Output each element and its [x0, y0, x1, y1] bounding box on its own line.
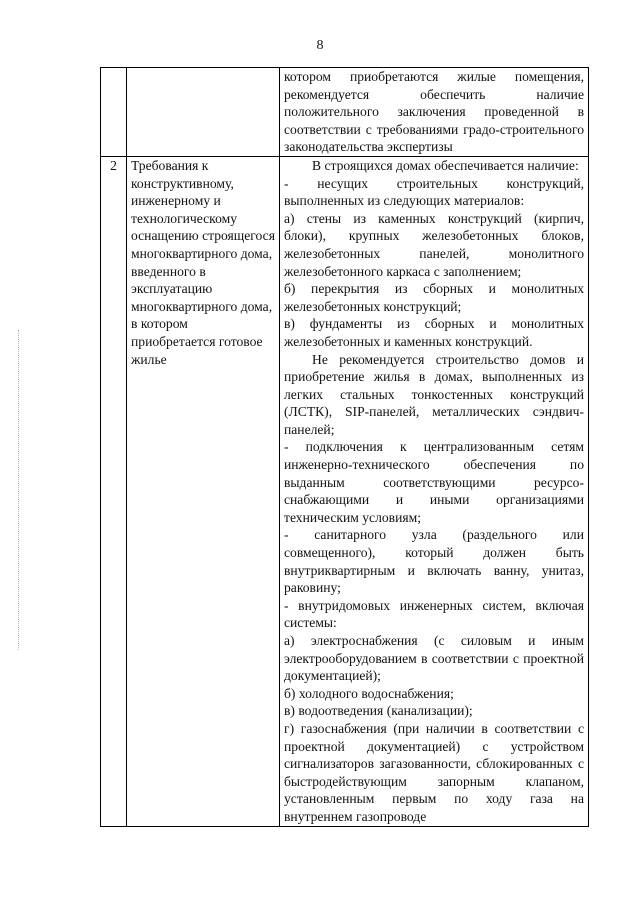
description-cell: [280, 156, 589, 826]
row-number-cell: 2: [101, 156, 127, 826]
paragraph: котором приобретаются жилые помещения, рекомендуется обеспечить наличие положительного заключения проведенной в соответствии с требованиями градо-строительного законодательства экспертизы: [284, 69, 584, 155]
paragraph: а) стены из каменных конструкций (кирпич, блоки), крупных железобетонных блоков, железобетонных панелей, монолитного железобетонного каркаса с заполнением;: [284, 210, 584, 279]
paragraph: Не рекомендуется строительство домов и приобретение жилья в домах, выполненных из легких стальных тонкостенных конструкций (ЛСТК), SIP-панелей, металлических сэндвич-панелей;: [284, 351, 584, 437]
paragraph: б) холодного водоснабжения;: [284, 685, 454, 701]
requirement-cell: [127, 68, 280, 157]
paragraph: б) перекрытия из сборных и монолитных железобетонных конструкций;: [284, 281, 584, 314]
requirement-cell: Требования к конструктивному, инженерному и технологическому оснащению строящегося многоквартирного дома, введенного в эксплуатацию многоквартирного дома, в котором приобретается готовое жилье: [127, 156, 280, 826]
paragraph: - несущих строительных конструкций, выполненных из следующих материалов:: [284, 175, 584, 209]
paragraph: г) газоснабжения (при наличии в соответствии с проектной документацией) с устройством сигнализаторов загазованности, сблокированных с быстродействующим запорным клапаном, установленным первым по ходу газа на внутреннем газопроводе: [284, 720, 584, 824]
paragraph: - внутридомовых инженерных систем, включая системы:: [284, 597, 584, 631]
margin-dotted-line: [18, 330, 19, 650]
paragraph: - санитарного узла (раздельного или совмещенного), который должен быть внутриквартирным и включать ванну, унитаз, раковину;: [284, 527, 584, 596]
description-cell: [280, 68, 589, 157]
paragraph: а) электроснабжения (с силовым и иным электрооборудованием в соответствии с проектной документацией);: [284, 633, 584, 684]
page-number: 8: [316, 38, 324, 53]
paragraph: в) фундаменты из сборных и монолитных железобетонных и каменных конструкций.: [284, 316, 584, 349]
requirements-table: [100, 67, 589, 827]
table-row: [101, 68, 589, 157]
paragraph: в) водоотведения (канализации);: [284, 703, 473, 719]
row-number-cell: [101, 68, 127, 157]
table-row: [101, 156, 589, 826]
paragraph: В строящихся домах обеспечивается наличие:: [312, 157, 579, 173]
paragraph: - подключения к централизованным сетям инженерно-технического обеспечения по выданным соответствующими ресурсо-снабжающими и иными организациями техническим условиям;: [284, 439, 584, 525]
